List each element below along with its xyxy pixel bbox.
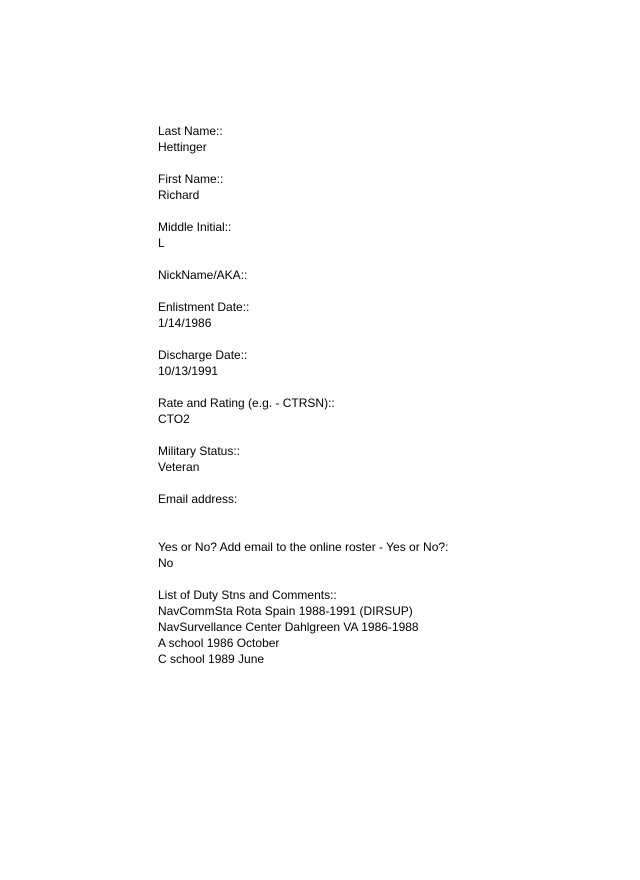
military-status-label: Military Status:: (158, 444, 241, 458)
roster-value: No (158, 556, 174, 570)
document-body (158, 123, 618, 667)
duty-station-line: NavSurvellance Center Dahlgreen VA 1986-1988 (158, 620, 419, 634)
spacer (158, 571, 618, 587)
discharge-date-label: Discharge Date:: (158, 348, 248, 362)
duty-stations-label: List of Duty Stns and Comments:: (158, 588, 337, 602)
roster-label: Yes or No? Add email to the online roster - Yes or No?: (158, 540, 449, 554)
spacer (158, 155, 618, 171)
discharge-date-value: 10/13/1991 (158, 364, 219, 378)
middle-initial-label: Middle Initial:: (158, 220, 232, 234)
rate-rating-value: CTO2 (158, 412, 190, 426)
spacer (158, 283, 618, 299)
duty-station-line: NavCommSta Rota Spain 1988-1991 (DIRSUP) (158, 604, 413, 618)
email-label: Email address: (158, 492, 238, 506)
last-name-label: Last Name:: (158, 124, 223, 138)
rate-rating-label: Rate and Rating (e.g. - CTRSN):: (158, 396, 335, 410)
nickname-label: NickName/AKA:: (158, 268, 248, 282)
spacer (158, 203, 618, 219)
spacer (158, 251, 618, 267)
first-name-value: Richard (158, 188, 200, 202)
duty-station-line: A school 1986 October (158, 636, 280, 650)
duty-station-line: C school 1989 June (158, 652, 265, 666)
enlistment-date-label: Enlistment Date:: (158, 300, 250, 314)
spacer (158, 379, 618, 395)
spacer (158, 507, 618, 539)
military-status-value: Veteran (158, 460, 200, 474)
middle-initial-value: L (158, 236, 165, 250)
enlistment-date-value: 1/14/1986 (158, 316, 212, 330)
spacer (158, 331, 618, 347)
spacer (158, 427, 618, 443)
first-name-label: First Name:: (158, 172, 224, 186)
last-name-value: Hettinger (158, 140, 207, 154)
spacer (158, 475, 618, 491)
